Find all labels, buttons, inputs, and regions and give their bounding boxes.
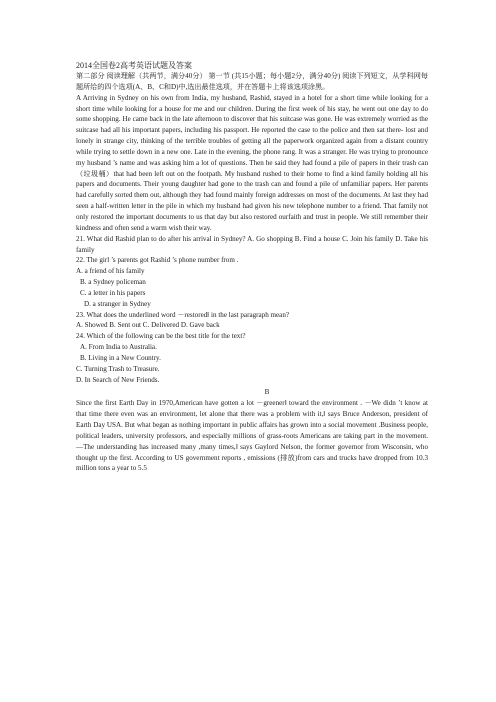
q24-option-c: C. Turning Trash to Treasure. <box>76 364 160 373</box>
passage-b: Since the first Earth Day in 1970,American have gotten a lot －greener‖ toward the environment . －We didn ’t know at that time there even was an environment, let alone that there was a problem with it,‖ says Bruce Anderson, president of Earth Day USA. But what began as nothing important in public affairs has grown into a social movement .Business people, political leaders, university professors, and especially millions of grass-roots Americans are taking part in the movement. ―The understanding has increased many ,many times,‖ says Gaylord Nelson, the former governor from Wisconsin, who thought up the first. According to US government reports , emissions (排放)from cars and trucks have dropped from 10.3 million tons a year to 5.5 <box>76 399 428 473</box>
document-title: 2014全国卷2高考英语试题及答案 <box>76 61 192 70</box>
passage-b-heading: B <box>264 388 270 397</box>
question-23: 23. What does the underlined word －restored‖ in the last paragraph mean? <box>76 310 290 319</box>
document-body <box>76 71 428 474</box>
question-22: 22. The girl ’s parents got Rashid ’s phone number from . <box>76 256 239 265</box>
question-24: 24. Which of the following can be the best title for the text? <box>76 332 246 341</box>
q24-option-b: B. Living in a New Country. <box>80 353 161 362</box>
passage-a: A Arriving in Sydney on his own from India, my husband, Rashid, stayed in a hotel for a short time while looking for a short time while looking for a house for me and our children. During the first week of his stay, he went out one day to do some shopping. He came back in the late afternoon to discover that his suitcase was gone. He was extremely worried as the suitcase had all his important papers, including his passport. He reported the case to the police and then sat there- lost and lonely in strange city, thinking of the terrible troubles of getting all the paperwork organized again from a distant country while trying to settle down in a new one. Late in the evening, the phone rang. It was a stranger. He was trying to pronounce my husband ’s name and was asking him a lot of questions. Then he said they had found a pile of papers in their trash can（垃圾桶）that had been left out on the footpath. My husband rushed to their home to find a kind family holding all his papers and documents. Their young daughter had gone to the trash can and found a pile of unfamiliar papers. Her parents had carefully sorted them out, although they had found mainly foreign addresses on most of the documents. At last they had seen a half-written letter in the pile in which my husband had given his new telephone number to a friend. That family not only restored the important documents to us that day but also restored ourfaith and trust in people. We still remember their kindness and often send a warm wish their way. <box>76 93 428 232</box>
q22-option-b: B. a Sydney policeman <box>80 278 146 287</box>
q22-option-c: C. a letter in his papers <box>80 288 146 297</box>
q24-option-d: D. In Search of New Friends. <box>76 375 160 384</box>
q24-option-a: A. From India to Australia. <box>80 343 157 352</box>
question-21: 21. What did Rashid plan to do after his arrival in Sydney? A. Go shopping B. Find a house C. Join his family D. Take his family <box>76 234 428 254</box>
q22-option-d: D. a stranger in Sydney <box>84 299 151 308</box>
q23-options: A. Showed B. Sent out C. Delivered D. Gave back <box>76 321 220 330</box>
section-intro: 第二部分 阅读理解（共两节，满分40分） 第一节 (共15小题；每小题2分，满分40分) 阅读下列短文，从学科网每题所给的四个选项(A、B、C和D)中,选出最佳选项，并在答题卡上将该选项涂黑。 <box>76 72 428 91</box>
q22-option-a: A. a friend of his family <box>76 267 145 276</box>
